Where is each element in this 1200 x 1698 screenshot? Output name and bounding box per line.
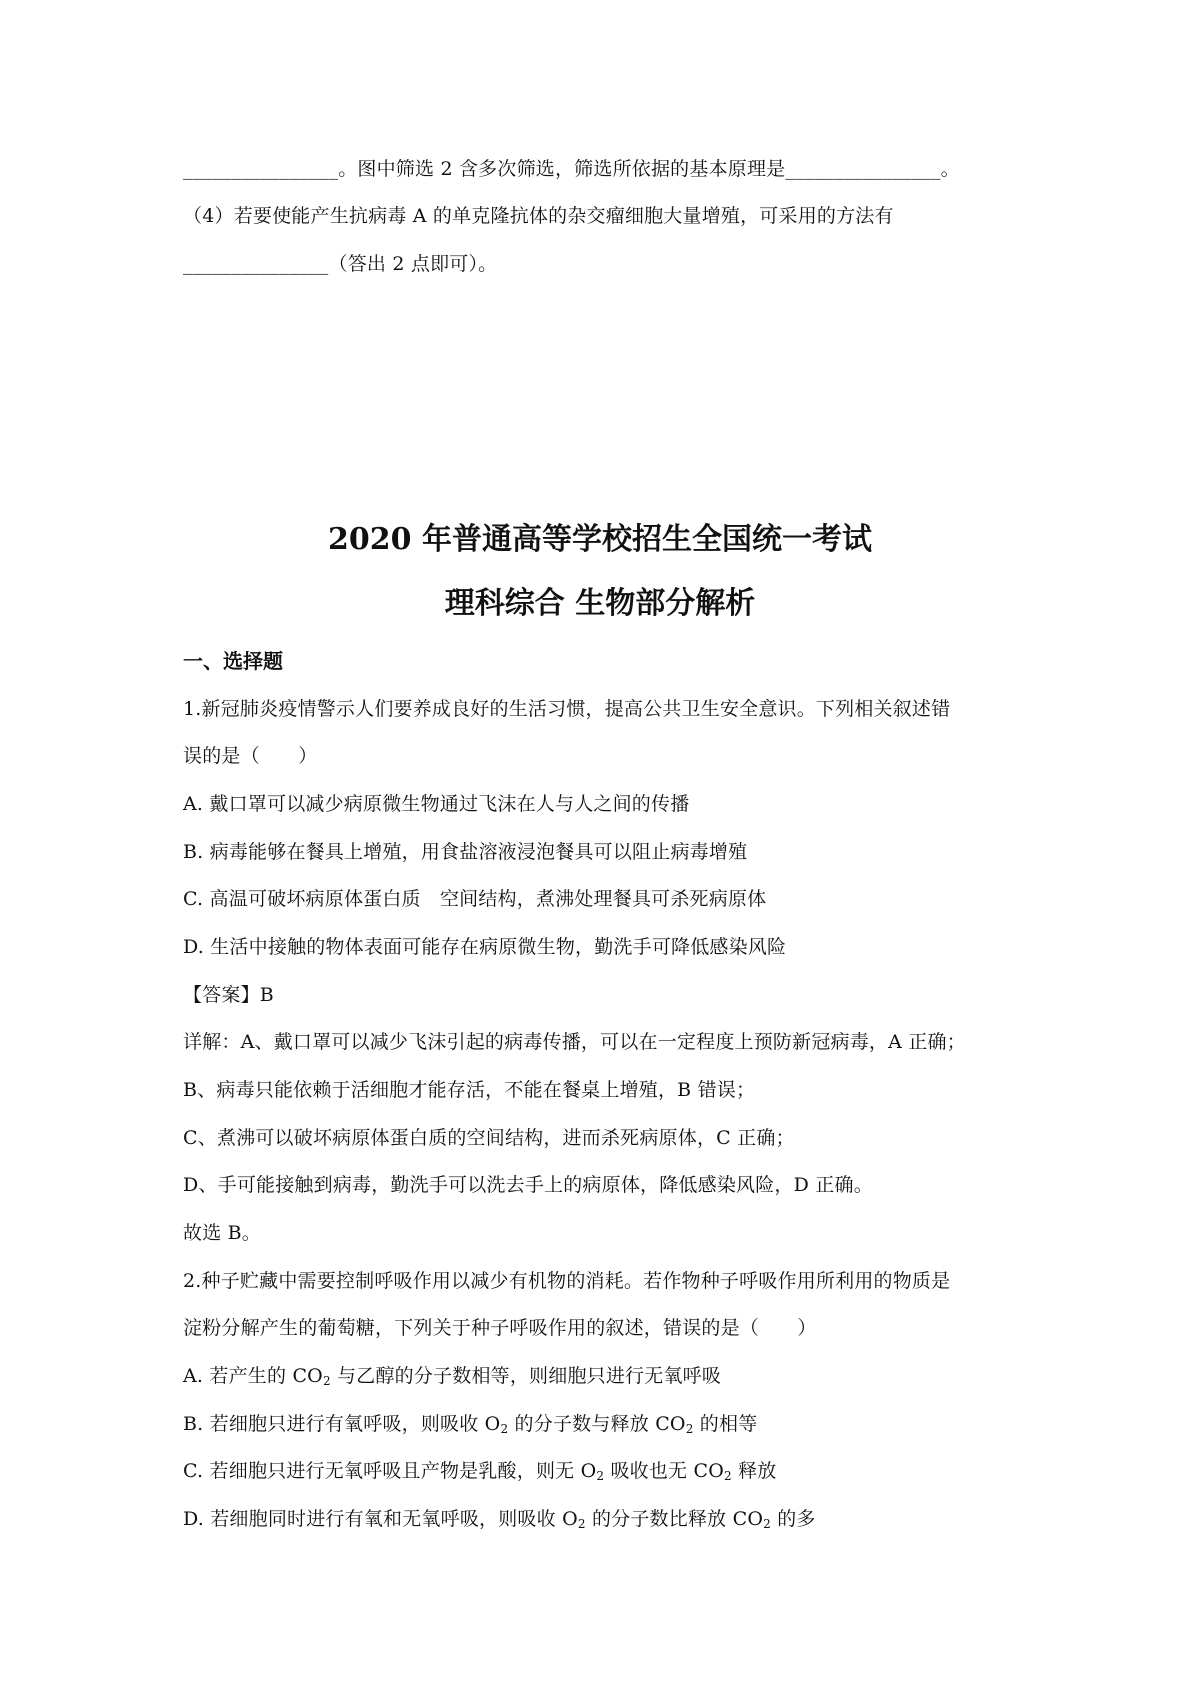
q2-option-d: D. 若细胞同时进行有氧和无氧呼吸，则吸收 $O_2$ 的分子数比释放 $CO_2$ 的多 (183, 1508, 816, 1531)
q1-stem-line-1: 1.新冠肺炎疫情警示人们要养成良好的生活习惯，提高公共卫生安全意识。下列相关叙述错 (183, 698, 951, 720)
q1-option-d: D. 生活中接触的物体表面可能存在病原微生物，勤洗手可降低感染风险 (183, 936, 787, 958)
q1-explanation-d: D、手可能接触到病毒，勤洗手可以洗去手上的病原体，降低感染风险，D 正确。 (183, 1174, 873, 1196)
q1-option-c: C. 高温可破坏病原体蛋白质 空间结构，煮沸处理餐具可杀死病原体 (183, 888, 767, 910)
q1-option-a: A. 戴口罩可以减少病原微生物通过飞沫在人与人之间的传播 (183, 793, 690, 815)
fill-blank-line-1: ________________。图中筛选 2 含多次筛选，筛选所依据的基本原理是________________。 (183, 158, 960, 180)
exam-title: 2020 年普通高等学校招生全国统一考试 (328, 522, 872, 557)
q2-stem-line-2: 淀粉分解产生的葡萄糖，下列关于种子呼吸作用的叙述，错误的是（ ） (183, 1317, 817, 1339)
fill-blank-line-2: _______________（答出 2 点即可）。 (183, 253, 498, 275)
question-4-text: （4）若要使能产生抗病毒 A 的单克隆抗体的杂交瘤细胞大量增殖，可采用的方法有 (183, 205, 894, 227)
q1-explanation-c: C、煮沸可以破坏病原体蛋白质的空间结构，进而杀死病原体，C 正确； (183, 1127, 795, 1149)
q2-option-c: C. 若细胞只进行无氧呼吸且产物是乳酸，则无 $O_2$ 吸收也无 $CO_2$ 释放 (183, 1460, 777, 1483)
q1-stem-line-2: 误的是（ ） (183, 745, 318, 767)
q1-answer: 【答案】B (183, 984, 274, 1006)
section-heading: 一、选择题 (183, 649, 283, 673)
q1-explanation-a: 详解：A、戴口罩可以减少飞沫引起的病毒传播，可以在一定程度上预防新冠病毒，A 正确； (183, 1031, 966, 1053)
q1-option-b: B. 病毒能够在餐具上增殖，用食盐溶液浸泡餐具可以阻止病毒增殖 (183, 841, 748, 863)
q2-stem-line-1: 2.种子贮藏中需要控制呼吸作用以减少有机物的消耗。若作物种子呼吸作用所利用的物质是 (183, 1270, 951, 1292)
q2-option-a: A. 若产生的 $CO_2$ 与乙醇的分子数相等，则细胞只进行无氧呼吸 (183, 1365, 722, 1388)
q2-option-b: B. 若细胞只进行有氧呼吸，则吸收 $O_2$ 的分子数与释放 $CO_2$ 的相等 (183, 1413, 758, 1436)
q1-explanation-b: B、病毒只能依赖于活细胞才能存活，不能在餐桌上增殖，B 错误； (183, 1079, 756, 1101)
exam-subtitle: 理科综合 生物部分解析 (444, 586, 756, 621)
q1-final-answer: 故选 B。 (183, 1222, 262, 1244)
